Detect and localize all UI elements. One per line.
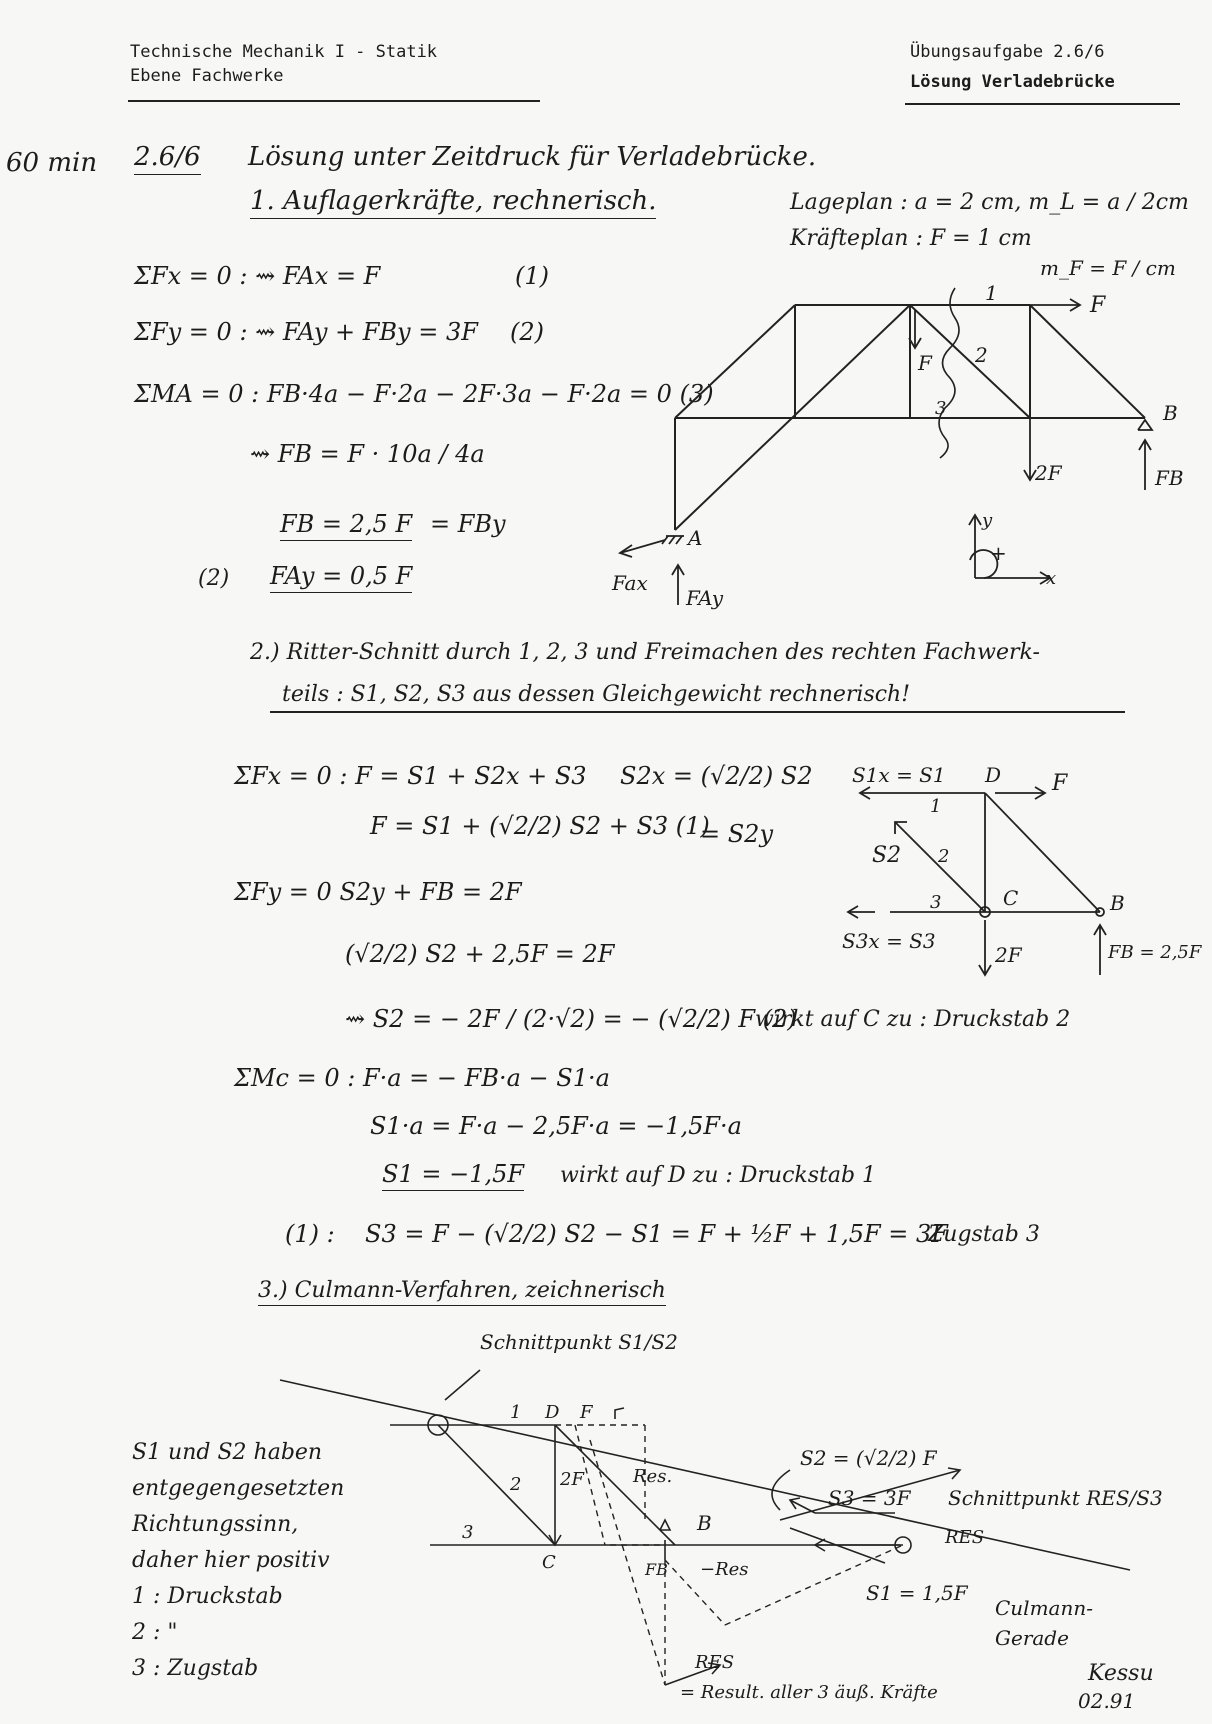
note-line-6: 2 : " [132, 1620, 178, 1645]
note-line-2: entgegengesetzten [132, 1476, 345, 1501]
culmann-2: 2 [510, 1474, 522, 1495]
fbd-d: D [985, 763, 1002, 787]
fbd-bar-1: 1 [930, 796, 942, 817]
note-line-1: S1 und S2 haben [132, 1440, 323, 1465]
eq2-f-sum: F = S1 + (√2/2) S2 + S3 (1) [370, 812, 710, 840]
truss-label-fax: Fax [612, 571, 648, 595]
fbd-bar-2: 2 [938, 846, 950, 867]
topic-title: Ebene Fachwerke [130, 66, 284, 86]
culmann-res1: Res. [633, 1466, 673, 1487]
eq2-s2x: S2x = (√2/2) S2 [620, 762, 813, 790]
note-line-3: Richtungssinn, [132, 1512, 299, 1537]
time-note: 60 min [6, 148, 98, 178]
force-scale: m_F = F / cm [1040, 256, 1176, 280]
eq-sum-ma: ΣMA = 0 : FB·4a − F·2a − 2F·3a − F·2a = 0 (3) [134, 380, 714, 408]
culmann-c: C [542, 1552, 556, 1573]
eq-sum-fy: ΣFy = 0 : ⇝ FAy + FBy = 3F [134, 318, 478, 346]
eq2-s3-tag: (1) : [285, 1220, 335, 1248]
section-1-heading: 1. Auflagerkräfte, rechnerisch. [250, 186, 656, 219]
eq-fby: = FBy [430, 510, 506, 538]
signature-date: 02.91 [1078, 1689, 1136, 1713]
schnittpunkt-s1-s2: Schnittpunkt S1/S2 [480, 1330, 678, 1354]
fbd-2f: 2F [995, 943, 1022, 967]
eq2-fy-sub: (√2/2) S2 + 2,5F = 2F [345, 940, 615, 968]
eq2-s1-note: wirkt auf D zu : Druckstab 1 [560, 1163, 877, 1188]
culmann-gerade-2: Gerade [995, 1626, 1069, 1650]
lageplan-scale: Lageplan : a = 2 cm, m_L = a / 2cm [790, 190, 1189, 215]
culmann-res-right: RES [945, 1527, 985, 1548]
eq2-s1a: S1·a = F·a − 2,5F·a = −1,5F·a [370, 1112, 742, 1140]
culmann-s3-value: S3 = 3F [828, 1486, 911, 1510]
culmann-s2-value: S2 = (√2/2) F [800, 1446, 937, 1470]
cut-label-2: 2 [975, 343, 988, 367]
culmann-2f: 2F [560, 1469, 584, 1490]
truss-label-2f: 2F [1035, 461, 1062, 485]
exercise-number: Übungsaufgabe 2.6/6 [910, 42, 1105, 62]
fbd-fb: FB = 2,5F [1108, 942, 1202, 963]
signature: Kessu [1088, 1661, 1154, 1686]
eq2-s2-result: ⇝ S2 = − 2F / (2·√2) = − (√2/2) F (2) [345, 1005, 797, 1033]
axis-y-label: y [982, 510, 993, 531]
culmann-b: B [697, 1511, 712, 1535]
eq-fb-result: FB = 2,5 F [280, 510, 412, 541]
truss-label-fay: FAy [686, 586, 724, 610]
culmann-fb: FB [645, 1560, 668, 1579]
eq-fay-result: FAy = 0,5 F [270, 562, 412, 593]
eq2-s3-result: S3 = F − (√2/2) S2 − S1 = F + ½F + 1,5F = 3F [365, 1220, 948, 1248]
eq2-sum-fx: ΣFx = 0 : F = S1 + S2x + S3 [234, 762, 587, 790]
cut-label-1: 1 [985, 281, 998, 305]
fbd-b: B [1110, 891, 1125, 915]
culmann-3: 3 [462, 1522, 474, 1543]
fbd-bar-3: 3 [930, 892, 942, 913]
eq-fay-tag: (2) [198, 566, 230, 591]
solution-heading: Lösung unter Zeitdruck für Verladebrücke. [248, 142, 817, 172]
eq2-s2y: = S2y [700, 820, 774, 848]
culmann-f: F [580, 1402, 593, 1423]
culmann-s1-value: S1 = 1,5F [866, 1581, 968, 1605]
fbd-s2: S2 [872, 843, 902, 868]
axis-x-label: x [1046, 568, 1057, 589]
eq2-s3-note: Zugstab 3 [928, 1222, 1040, 1247]
truss-label-b: B [1163, 401, 1178, 425]
kraftplan-scale: Kräfteplan : F = 1 cm [790, 226, 1032, 251]
culmann-d: D [545, 1402, 560, 1423]
fbd-c: C [1003, 886, 1019, 910]
course-title: Technische Mechanik I - Statik [130, 42, 438, 62]
note-line-4: daher hier positiv [132, 1548, 330, 1573]
solution-title: Lösung Verladebrücke [910, 72, 1115, 92]
note-line-5: 1 : Druckstab [132, 1584, 283, 1609]
truss-label-f-top: F [1090, 293, 1106, 318]
exercise-ref: 2.6/6 [134, 142, 201, 175]
note-line-7: 3 : Zugstab [132, 1656, 259, 1681]
fbd-s1x: S1x = S1 [852, 763, 946, 787]
culmann-schnittpunkt-res: Schnittpunkt RES/S3 [948, 1486, 1163, 1510]
eq-sum-fx-tag: (1) [515, 262, 549, 290]
section-3-heading: 3.) Culmann-Verfahren, zeichnerisch [258, 1278, 666, 1306]
truss-label-f-down: F [918, 351, 932, 375]
culmann-res-bottom: RES [695, 1652, 735, 1673]
fbd-s3x: S3x = S3 [842, 929, 936, 953]
culmann-minus-res: −Res [700, 1559, 749, 1580]
eq2-sum-fy: ΣFy = 0 S2y + FB = 2F [234, 878, 522, 906]
culmann-1: 1 [510, 1402, 522, 1423]
culmann-gerade-1: Culmann- [995, 1596, 1093, 1620]
truss-label-fb: FB [1155, 466, 1184, 490]
eq-sum-fx: ΣFx = 0 : ⇝ FAx = F [134, 262, 381, 290]
cut-label-3: 3 [935, 398, 947, 419]
fbd-f: F [1052, 771, 1068, 796]
section-2-heading-1: 2.) Ritter-Schnitt durch 1, 2, 3 und Freimachen des rechten Fachwerk- [250, 640, 1040, 665]
truss-label-a: A [688, 526, 703, 550]
culmann-result-note: = Result. aller 3 äuß. Kräfte [680, 1682, 938, 1703]
section-2-heading-2: teils : S1, S2, S3 aus dessen Gleichgewicht rechnerisch! [282, 682, 911, 707]
eq2-sum-mc: ΣMc = 0 : F·a = − FB·a − S1·a [234, 1064, 610, 1092]
eq-fb-ratio: ⇝ FB = F · 10a / 4a [250, 440, 485, 468]
eq2-s2-note: wirkt auf C zu : Druckstab 2 [755, 1007, 1071, 1032]
sign-plus: + [990, 541, 1007, 565]
eq2-s1-result: S1 = −1,5F [382, 1160, 524, 1191]
eq-sum-fy-tag: (2) [510, 318, 544, 346]
